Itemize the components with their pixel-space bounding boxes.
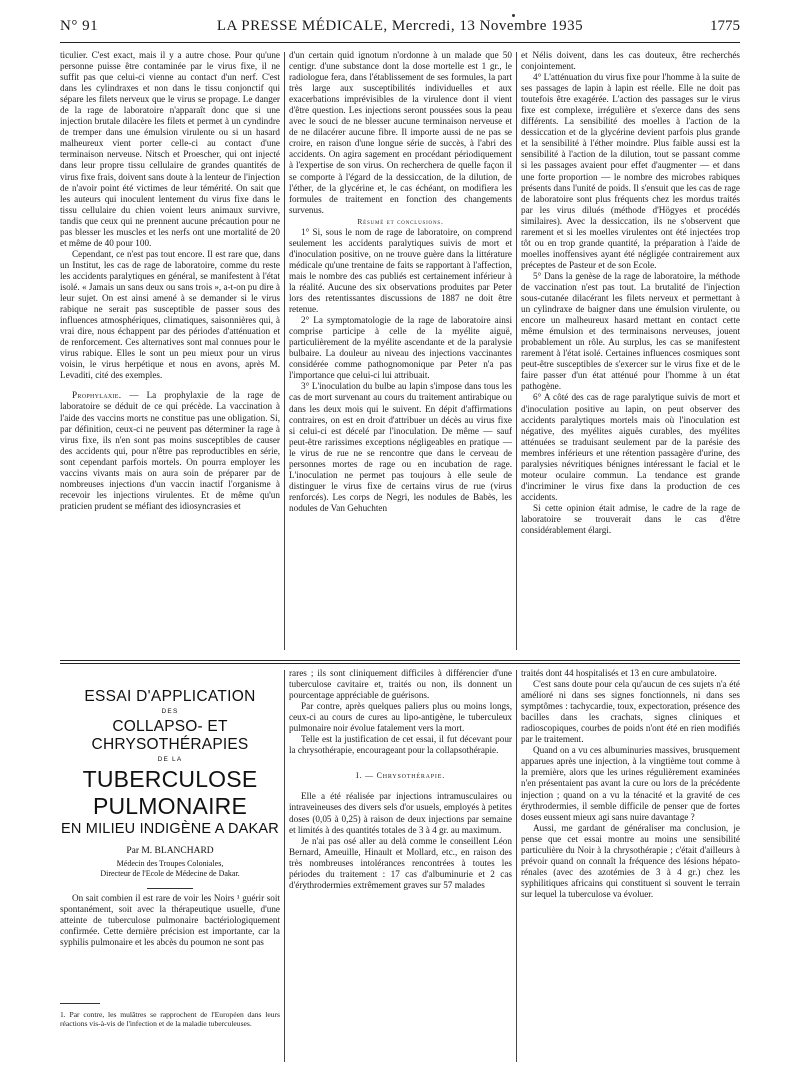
paragraph: Telle est la justification de cet essai, il fut décevant pour la chrysothérapie, encourageant pour la collapsothérapie. <box>289 734 512 756</box>
article-separator <box>60 663 740 664</box>
footnote: 1. Par contre, les mulâtres se rapprochent de l'Européen dans leurs réactions vis-à-vis de l'infection et de la maladie tuberculeuses. <box>60 1010 280 1029</box>
paragraph: C'est sans doute pour cela qu'aucun de ces sujets n'a été amélioré ni dans ses signes fonctionnels, ni dans ses symptômes : tachycardie, toux, expectoration, présence des bacilles dans les crachats, signes cliniques et radioscopiques, courbes de poids n'ont été en rien modifiés par le traitement. <box>521 679 740 745</box>
footnote-rule <box>60 1003 100 1004</box>
section-title-resume: Résumé et conclusions. <box>357 216 444 226</box>
column-1 <box>60 50 280 652</box>
article-title-line-3: TUBERCULOSE PULMONAIRE <box>82 766 258 819</box>
article-title-block <box>60 688 280 889</box>
paragraph: Aussi, me gardant de généraliser ma conclusion, je pense que cet essai montre au moins une sensibilité particulière du Noir à la chrysothérapie ; c'était d'ailleurs à prévoir quand on connaît la fréquence des lésions hépato-rénales (avec des azotémies de 3 à 4 gr.) chez les syphilitiques africains qui constituent si souvent le terrain sur lequel la tuberculose va évoluer. <box>521 822 740 899</box>
article-author: Par M. BLANCHARD <box>126 846 214 856</box>
article-title-line-2: COLLAPSO- ET CHRYSOTHÉRAPIES <box>91 718 249 753</box>
page-header <box>60 18 740 40</box>
author-affiliation-2: Directeur de l'Ecole de Médecine de Dakar. <box>100 869 240 878</box>
paragraph: rares ; ils sont cliniquement difficiles à différencier d'une tuberculose cavitaire et, traités ou non, ils donnent un pourcentage appréciable de guérisons. <box>289 668 512 701</box>
paragraph: Par contre, après quelques paliers plus ou moins longs, ceux-ci au cours de cures au lipo-antigène, le tuberculeux pulmonaire noir évolue fatalement vers la mort. <box>289 701 512 734</box>
column-divider <box>516 52 517 650</box>
page-dot <box>512 14 515 17</box>
header-rule <box>60 42 740 43</box>
column-6 <box>521 668 740 1068</box>
conclusion-4: 4° L'atténuation du virus fixe pour l'homme à la suite de ses passages de lapin à lapin est réelle. Elle ne doit pas toutefois être exagérée. L'action des passages sur le virus fixe est complexe, irrégulière et s'exerce dans des sens différents. La sensibilité des moelles à l'action de la dessiccation et de la glycérine devient parfois plus grande et la sensibilité à l'éther moindre. Plus faible aussi est la sensibilité à l'action de la dilution, tout se passant comme si les passages avaient pour effet d'augmenter — et dans une forte proportion — le nombre des microbes rabiques présents dans l'unité de poids. Il s'ensuit que les cas de rage de laboratoire sont plus fréquents chez les mordus traités par les virus dilués (méthode d'Högyes et procédés similaires). Avec la dessiccation, ils ne s'observent que rarement et si les moelles virulentes ont été injectées trop tôt ou en trop grande quantité, la préparation à l'aide de moelles inoffensives ayant été négligée contrairement aux préceptes de Pasteur et de son Ecole. <box>521 72 740 270</box>
article-title-line-4: EN MILIEU INDIGÈNE A DAKAR <box>61 821 279 837</box>
issue-number: N° 91 <box>60 18 99 34</box>
paragraph: traités dont 44 hospitalisés et 13 en cure ambulatoire. <box>521 668 717 678</box>
article-intro <box>60 893 280 997</box>
paragraph: Si cette opinion était admise, le cadre de la rage de laboratoire se trouverait dans le cas d'être considérablement élargi. <box>521 502 740 536</box>
article-title-des: DES <box>161 708 179 715</box>
paragraph: ticulier. C'est exact, mais il y a autre chose. Pour qu'une personne puisse être contaminée par le virus fixe, il ne suffit pas que celui-ci vienne au contact d'un nerf. C'est dans les cylindraxes et non dans le tissu conjonctif qui sépare les filets nerveux que le virus se propage. Le danger de la rage de laboratoire n'apparaît donc que si une injection brutale dilacère les filets et permet à un cyndindre de tremper dans une émulsion virulente ou si un hasard malheureux vient porter celle-ci au contact d'une terminaison nerveuse. Nitsch et Proescher, qui ont injecté dans leur propre tissu cellulaire de grandes quantités de virus fixe frais, doivent sans doute à la lenteur de l'injection de n'avoir point été victimes de leur témérité. On sait que les auteurs qui inoculent lentement du virus fixe dans le tissu cellulaire du chien voient leurs animaux survivre, tandis que ceux qui ne prennent aucune précaution pour ne pas blesser les muscles et les nerfs ont une mortalité de 20 et même de 40 pour 100. <box>60 50 280 248</box>
article-title-line-1: ESSAI D'APPLICATION <box>84 688 256 705</box>
section-title-chrysotherapie: I. — Chrysothérapie. <box>355 771 445 781</box>
column-divider <box>284 670 285 1062</box>
paragraph: Je n'ai pas osé aller au delà comme le conseillent Léon Bernard, Ameuille, Hinault et Mollard, etc., en raison des très nombreuses intolérances rencontrées à toutes les périodes du traitement : 17 cas d'albuminurie et 2 cas d'érythrodermies extrêmement graves sur 57 malades <box>289 835 512 890</box>
conclusion-5: 5° Dans la genèse de la rage de laboratoire, la méthode de vaccination n'est pas tout. La brutalité de l'injection sous-cutanée dilacérant les filets nerveux et permettant à un cylindraxe de baigner dans une émulsion virulente, ou encore un malheureux hasard mettant en contact cette même émulsion et des terminaisons nerveuses, jouent probablement un rôle. Au surplus, les cas se manifestent rarement à l'état isolé. Certaines influences cosmiques sont peut-être susceptibles de s'exercer sur le virus fixe et de le faire passer d'un état atténué pour l'homme à un état pathogène. <box>521 270 740 392</box>
paragraph: On sait combien il est rare de voir les Noirs ¹ guérir soit spontanément, soit avec la thérapeutique usuelle, d'une atteinte de tuberculose pulmonaire bactériologiquement confirmée. Cette dernière précision est importante, car la syphilis pulmonaire et les abcès du poumon ne sont pas <box>60 893 280 948</box>
article-title-de-la: DE LA <box>157 756 183 763</box>
article-separator <box>60 660 740 661</box>
column-divider <box>284 52 285 650</box>
column-5 <box>289 668 512 1068</box>
prophylaxis-text: — La prophylaxie de la rage de laboratoire se déduit de ce qui précède. La vaccination à l'aide des vaccins morts ne constitue pas une obligation. Si, par définition, ceux-ci ne peuvent pas déterminer la rage à virus fixe, ils n'en sont pas moins susceptibles de causer des accidents qui, pour n'être pas reproductibles en série, sont cependant parfois mortels. On pourra employer les vaccins vivants mais on aura soin de préparer par de nombreuses injections d'un vaccin inactif l'organisme à recevoir les injections virulentes. Et de même qu'un praticien prudent se méfiant des idiosyncrasies et <box>60 390 280 511</box>
paragraph: Quand on a vu ces albuminuries massives, brusquement apparues après une injection, à la vingtième tout comme à la première, alors que les urines régulièrement examinées n'en présentaient pas avant la cure ou lors de la précédente injection ; quand on a vu la ténacité et la gravité de ces érythrodermies, il semble difficile de penser que de fortes doses eussent mieux agi sans nuire davantage ? <box>521 745 740 822</box>
author-affiliation-1: Médecin des Troupes Coloniales, <box>116 859 224 868</box>
column-3 <box>521 50 740 652</box>
paragraph: Cependant, ce n'est pas tout encore. Il est rare que, dans un Institut, les cas de rage de laboratoire, comme du reste les accidents paralytiques en général, se manifestent à l'état isolé. « Jamais un sans deux ou sans trois », a-t-on pu dire à leur sujet. On est ainsi amené à se demander si le virus rabique ne serait pas susceptible de passer sous des influences atmosphériques, climatiques, saisonnières qui, à vrai dire, nous échappent par des périodes d'atténuation et de renforcement. Ces alternatives sont mal connues pour le virus rabique. Elles le sont un peu mieux pour un virus voisin, le virus herpétique et nous en avons, après M. Levaditi, cité des exemples. <box>60 248 280 381</box>
title-rule <box>147 888 193 889</box>
newspaper-title: LA PRESSE MÉDICALE, Mercredi, 13 Novembre 1935 <box>216 18 584 34</box>
conclusion-3: 3° L'inoculation du bulbe au lapin s'impose dans tous les cas de mort survenant au cours du traitement antirabique ou dans les deux mois qui le suivent. En dépit d'affirmations contraires, on est en droit d'attribuer un décès au virus fixe si celui-ci est décelé par l'inoculation. De même — sauf peut-être rarissimes exceptions négligeables en pratique — le virus de rue ne se rencontre que dans le cerveau de personnes mortes de rage ou en incubation de rage. L'inoculation ne permet pas toujours à elle seule de distinguer le virus fixe de certains virus de rue (virus renforcés). Les corps de Negri, les nodules de Babès, les nodules de Van Gehuchten <box>289 381 512 513</box>
paragraph <box>60 390 280 512</box>
column-2 <box>289 50 512 652</box>
paragraph: d'un certain quid ignotum n'ordonne à un malade que 50 centigr. d'une substance dont la dose mortelle est 1 gr., le radiologue fera, dans l'établissement de ses formules, la part très large aux susceptibilités individuelles et aux exacerbations imprévisibles de la virulence dont il vient d'être question. Les injections seront poussées sous la peau avec le souci de ne blesser aucune terminaison nerveuse et de ne dilacérer aucune fibre. Il importe aussi de ne pas se croire, en raison d'une longue série de succès, à l'abri des accidents. On agira sagement en procédant périodiquement à l'expertise de son virus. On recherchera de quelle façon il se comporte à l'égard de la dessiccation, de la dilution, de l'éther, de la glycérine et, le cas échéant, on modifiera les formules de traitement en fonction des changements survenus. <box>289 50 512 215</box>
paragraph: et Nélis doivent, dans les cas douteux, être recherchés conjointement. <box>521 50 740 72</box>
prophylaxis-label: Prophylaxie. <box>72 390 122 401</box>
conclusion-2: 2° La symptomatologie de la rage de laboratoire ainsi comprise participe à celle de la myélite aiguë, particulièrement de la myélite ascendante et de la paralysie bulbaire. La douleur au niveau des injections vaccinantes considérée comme pathognomonique par Peter n'a pas l'importance que celui-ci lui attribuait. <box>289 315 512 381</box>
page-number: 1775 <box>710 18 740 34</box>
column-divider <box>516 670 517 1062</box>
conclusion-6: 6° A côté des cas de rage paralytique suivis de mort et d'inoculation positive au lapin, on peut observer des accidents paralytiques mortels mais où l'inoculation est négative, des myélites aiguës curables, des myélites atténuées se traduisant seulement par de la parésie des membres inférieurs et une rétention passagère d'urine, des paralysies névritiques bénignes intéressant le facial et le moteur oculaire commun. La tendance est grande d'incriminer le virus fixe dans la production de ces accidents. <box>521 392 740 502</box>
conclusion-1: 1° Si, sous le nom de rage de laboratoire, on comprend seulement les accidents paralytiques suivis de mort et d'inoculation positive, on ne trouve guère dans la littérature médicale qu'une trentaine de faits se rapportant à l'affection, mais le nombre des cas publiés est certainement inférieur à la réalité. Aucune des six observations produites par Peter lors des retentissantes discussions de 1887 ne doit être retenue. <box>289 226 512 315</box>
paragraph: Elle a été réalisée par injections intramusculaires ou intraveineuses des divers sels d'or usuels, employés à petites doses (0,05 à 0,25) à raison de deux injections par semaine et limités à des quantités totales de 3 à 4 gr. au maximum. <box>289 791 512 835</box>
